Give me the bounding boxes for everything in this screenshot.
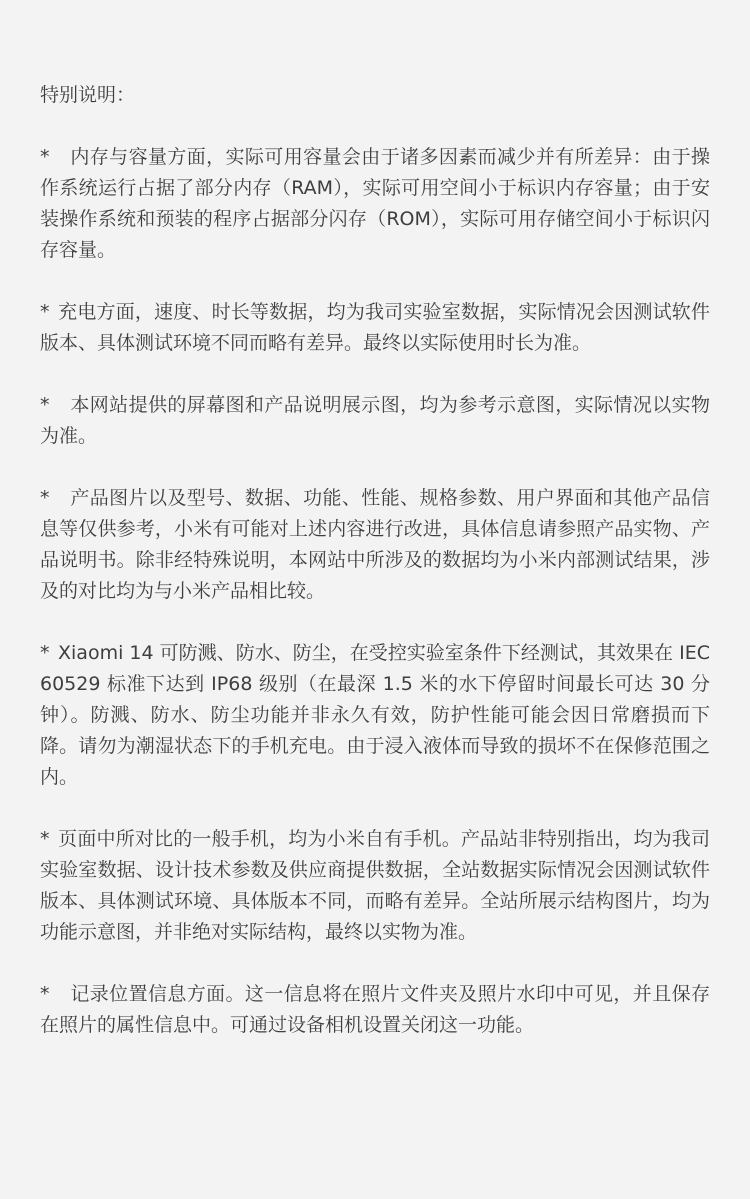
note-water-resistance	[40, 638, 710, 793]
note-marker: *	[40, 828, 50, 850]
note-comparison-phones	[40, 824, 710, 948]
note-text: 本网站提供的屏幕图和产品说明展示图，均为参考示意图，实际情况以实物为准。	[40, 394, 710, 447]
note-marker: *	[40, 146, 50, 168]
note-memory-capacity	[40, 142, 710, 266]
note-marker: *	[40, 487, 50, 509]
note-marker: *	[40, 983, 50, 1005]
note-text: 产品图片以及型号、数据、功能、性能、规格参数、用户界面和其他产品信息等仅供参考，小米有可能对上述内容进行改进，具体信息请参照产品实物、产品说明书。除非经特殊说明，本网站中所涉及的数据均为小米内部测试结果，涉及的对比均为与小米产品相比较。	[40, 487, 710, 602]
note-text: 内存与容量方面，实际可用容量会由于诸多因素而减少并有所差异：由于操作系统运行占据了部分内存（RAM），实际可用空间小于标识内存容量；由于安装操作系统和预装的程序占据部分闪存（ROM），实际可用存储空间小于标识闪存容量。	[40, 146, 710, 261]
note-text: 记录位置信息方面。这一信息将在照片文件夹及照片水印中可见，并且保存在照片的属性信息中。可通过设备相机设置关闭这一功能。	[40, 983, 710, 1036]
note-text: 充电方面，速度、时长等数据，均为我司实验室数据，实际情况会因测试软件版本、具体测试环境不同而略有差异。最终以实际使用时长为准。	[40, 301, 710, 354]
note-marker: *	[40, 642, 50, 664]
note-location-info	[40, 979, 710, 1041]
note-text: 页面中所对比的一般手机，均为小米自有手机。产品站非特别指出，均为我司实验室数据、设计技术参数及供应商提供数据，全站数据实际情况会因测试软件版本、具体测试环境、具体版本不同，而略有差异。全站所展示结构图片，均为功能示意图，并非绝对实际结构，最终以实物为准。	[40, 828, 710, 943]
note-marker: *	[40, 394, 50, 416]
note-product-images	[40, 483, 710, 607]
note-charging	[40, 297, 710, 359]
note-screen-images	[40, 390, 710, 452]
note-text: Xiaomi 14 可防溅、防水、防尘，在受控实验室条件下经测试，其效果在 IEC 60529 标准下达到 IP68 级别（在最深 1.5 米的水下停留时间最长可达 30 分钟）。防溅、防水、防尘功能并非永久有效，防护性能可能会因日常磨损而下降。请勿为潮湿状态下的手机充电。由于浸入液体而导致的损坏不在保修范围之内。	[40, 642, 710, 788]
section-heading: 特别说明：	[40, 84, 136, 106]
note-marker: *	[40, 301, 50, 323]
